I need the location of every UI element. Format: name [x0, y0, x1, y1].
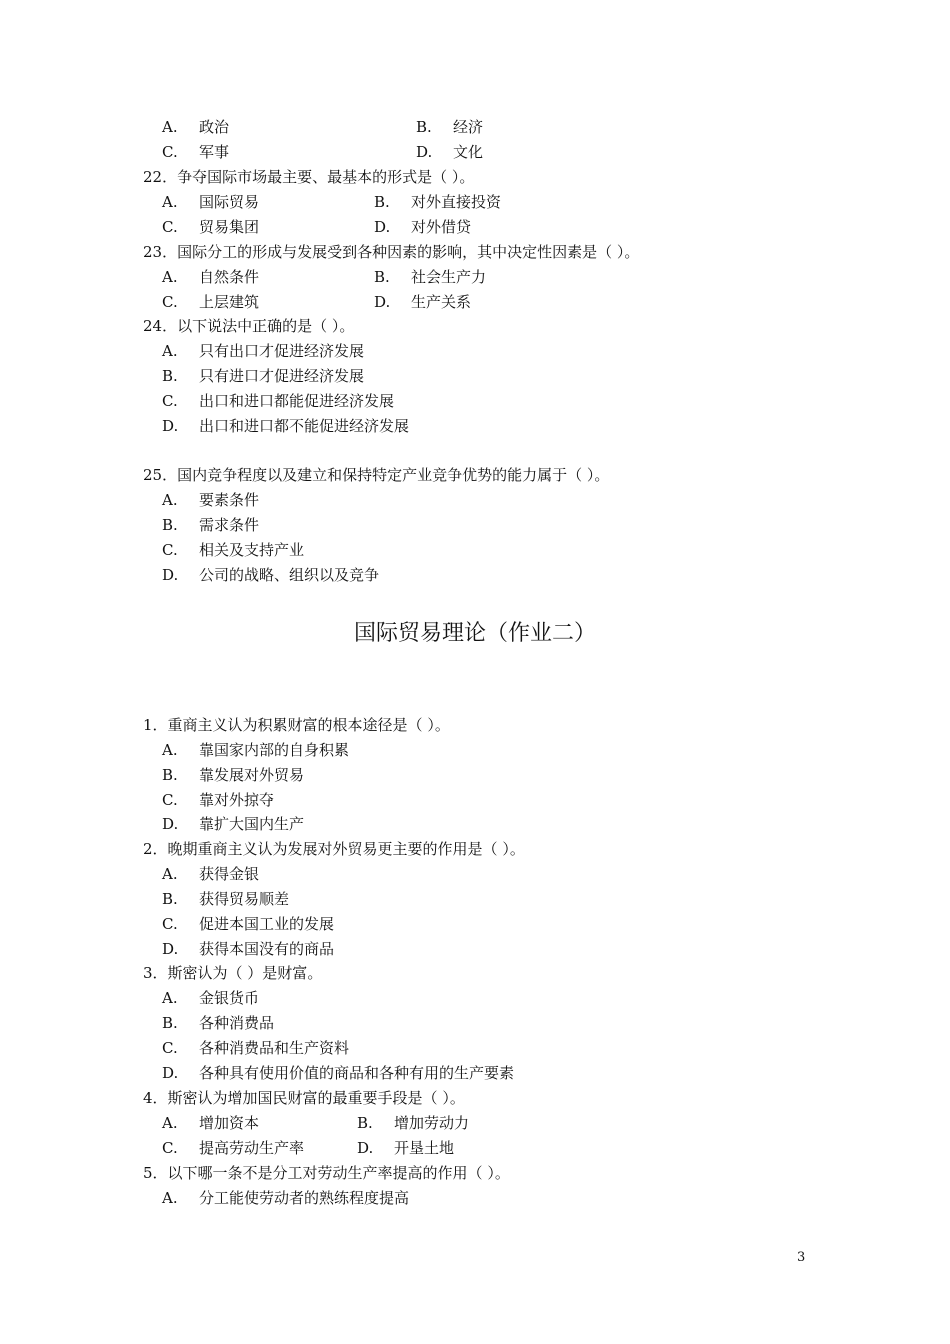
option-letter: D.	[162, 815, 179, 833]
option-letter: D.	[162, 566, 179, 584]
option-text: 只有进口才促进经济发展	[199, 367, 365, 385]
option-text: 只有出口才促进经济发展	[199, 342, 365, 360]
option-text: 生产关系	[411, 293, 472, 311]
option-text: 自然条件	[199, 268, 260, 286]
option-letter: A.	[162, 193, 178, 211]
question-stem: 3．斯密认为（ ）是财富。	[143, 964, 323, 982]
option-text: 获得贸易顺差	[199, 890, 290, 908]
q4-options-row-2	[162, 1136, 455, 1161]
option-letter: A.	[162, 118, 178, 136]
option-text: 提高劳动生产率	[199, 1139, 305, 1157]
option-letter: D.	[416, 143, 433, 161]
option-text: 要素条件	[199, 491, 260, 509]
question-stem: 25．国内竞争程度以及建立和保持特定产业竞争优势的能力属于（ ）。	[143, 466, 610, 484]
q23-options-row-2	[162, 290, 472, 315]
q4-options-row-1	[162, 1111, 470, 1136]
option-text: 各种具有使用价值的商品和各种有用的生产要素	[199, 1064, 515, 1082]
option-row	[162, 738, 349, 763]
option-row	[162, 563, 379, 588]
option-letter: C.	[162, 915, 178, 933]
option-letter: B.	[162, 1014, 178, 1032]
option-letter: B.	[162, 890, 178, 908]
option-letter: C.	[162, 791, 178, 809]
option-letter: B.	[374, 268, 390, 286]
option-letter: B.	[162, 367, 178, 385]
option-row	[162, 538, 304, 563]
question-stem: 5．以下哪一条不是分工对劳动生产率提高的作用（ ）。	[143, 1164, 510, 1182]
option-letter: D.	[357, 1139, 374, 1157]
option-row	[162, 364, 364, 389]
option-row	[162, 488, 259, 513]
option-row	[162, 912, 334, 937]
option-letter: A.	[162, 741, 178, 759]
q22-options-row-2	[162, 215, 472, 240]
option-text: 出口和进口都不能促进经济发展	[199, 417, 410, 435]
option-row	[162, 763, 304, 788]
option-text: 促进本国工业的发展	[199, 915, 335, 933]
option-row	[162, 1186, 409, 1211]
option-text: 国际贸易	[199, 193, 260, 211]
option-letter: B.	[374, 193, 390, 211]
option-text: 军事	[199, 143, 230, 161]
option-text: 对外借贷	[411, 218, 472, 236]
option-letter: C.	[162, 1139, 178, 1157]
option-text: 需求条件	[199, 516, 260, 534]
option-text: 文化	[453, 143, 484, 161]
option-letter: A.	[162, 865, 178, 883]
option-letter: A.	[162, 491, 178, 509]
option-letter: C.	[162, 392, 178, 410]
option-text: 分工能使劳动者的熟练程度提高	[199, 1189, 410, 1207]
option-letter: B.	[357, 1114, 373, 1132]
option-row	[162, 986, 259, 1011]
page-number: 3	[797, 1250, 806, 1265]
option-row	[162, 414, 409, 439]
option-row	[162, 937, 334, 962]
option-text: 相关及支持产业	[199, 541, 305, 559]
option-letter: A.	[162, 342, 178, 360]
option-letter: D.	[162, 1064, 179, 1082]
q21-options-row-2	[162, 140, 484, 165]
option-row	[162, 812, 304, 837]
option-text: 出口和进口都能促进经济发展	[199, 392, 395, 410]
option-text: 靠对外掠夺	[199, 791, 275, 809]
option-row	[162, 1011, 274, 1036]
question-stem: 23．国际分工的形成与发展受到各种因素的影响，其中决定性因素是（ ）。	[143, 243, 640, 261]
option-text: 各种消费品	[199, 1014, 275, 1032]
option-row	[162, 513, 259, 538]
option-letter: C.	[162, 218, 178, 236]
question-stem: 1．重商主义认为积累财富的根本途径是（ ）。	[143, 716, 450, 734]
option-row	[162, 339, 364, 364]
q23-options-row-1	[162, 265, 487, 290]
question-stem: 2．晚期重商主义认为发展对外贸易更主要的作用是（ ）。	[143, 840, 525, 858]
question-stem: 24．以下说法中正确的是（ ）。	[143, 317, 355, 335]
option-text: 对外直接投资	[411, 193, 502, 211]
option-text: 开垦土地	[394, 1139, 455, 1157]
option-text: 经济	[453, 118, 484, 136]
option-row	[162, 887, 289, 912]
option-row	[162, 389, 394, 414]
option-row	[162, 788, 274, 813]
option-row	[162, 1036, 349, 1061]
option-letter: A.	[162, 989, 178, 1007]
option-text: 靠国家内部的自身积累	[199, 741, 350, 759]
option-letter: A.	[162, 1114, 178, 1132]
option-text: 增加劳动力	[394, 1114, 470, 1132]
option-text: 获得本国没有的商品	[199, 940, 335, 958]
option-text: 获得金银	[199, 865, 260, 883]
option-letter: C.	[162, 143, 178, 161]
option-text: 金银货币	[199, 989, 260, 1007]
option-letter: B.	[162, 766, 178, 784]
option-letter: B.	[162, 516, 178, 534]
option-row	[162, 862, 259, 887]
option-letter: A.	[162, 268, 178, 286]
option-text: 贸易集团	[199, 218, 260, 236]
q21-options-row-1	[162, 115, 484, 140]
option-letter: A.	[162, 1189, 178, 1207]
option-letter: D.	[374, 218, 391, 236]
option-letter: C.	[162, 1039, 178, 1057]
option-text: 靠扩大国内生产	[199, 815, 305, 833]
option-letter: B.	[416, 118, 432, 136]
option-text: 上层建筑	[199, 293, 260, 311]
option-text: 各种消费品和生产资料	[199, 1039, 350, 1057]
option-text: 政治	[199, 118, 230, 136]
option-text: 靠发展对外贸易	[199, 766, 305, 784]
option-text: 增加资本	[199, 1114, 260, 1132]
option-text: 社会生产力	[411, 268, 487, 286]
question-stem: 22．争夺国际市场最主要、最基本的形式是（ ）。	[143, 168, 475, 186]
option-letter: D.	[162, 417, 179, 435]
option-letter: D.	[162, 940, 179, 958]
option-letter: C.	[162, 541, 178, 559]
option-letter: D.	[374, 293, 391, 311]
option-letter: C.	[162, 293, 178, 311]
q22-options-row-1	[162, 190, 502, 215]
option-row	[162, 1061, 514, 1086]
section-title: 国际贸易理论（作业二）	[353, 621, 596, 646]
question-stem: 4．斯密认为增加国民财富的最重要手段是（ ）。	[143, 1089, 465, 1107]
option-text: 公司的战略、组织以及竞争	[199, 566, 380, 584]
